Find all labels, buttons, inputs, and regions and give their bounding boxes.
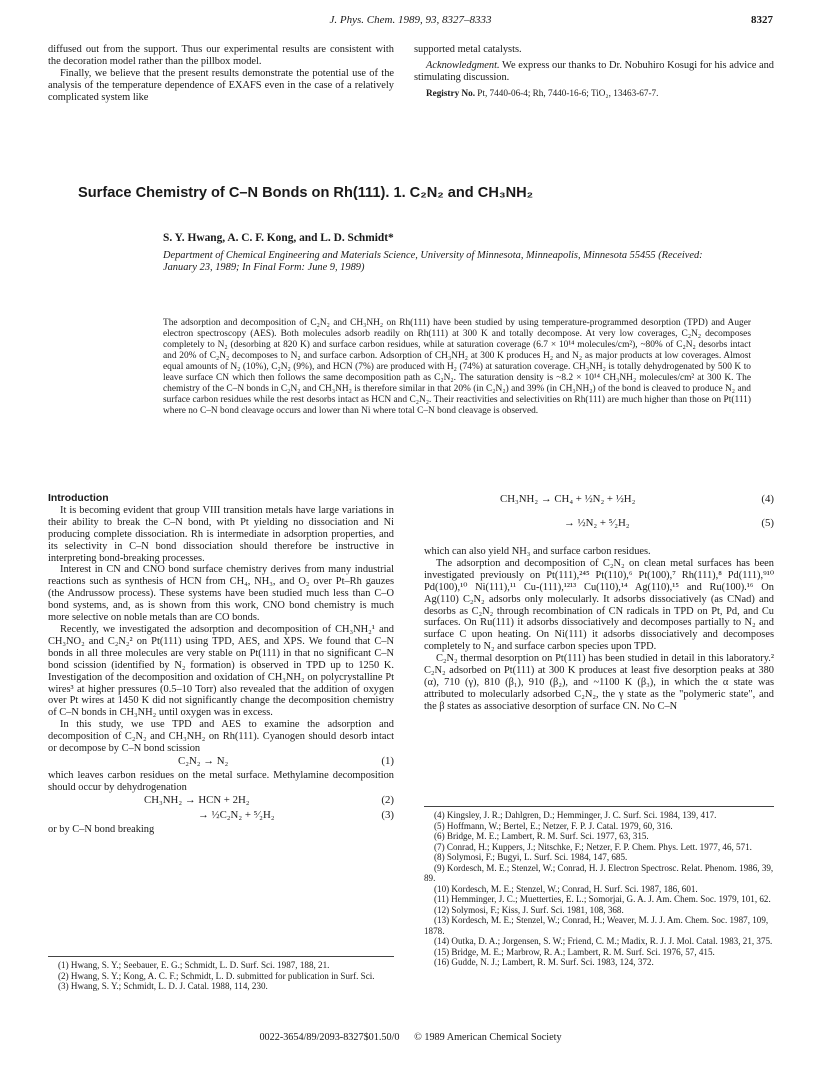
- body-paragraph: C₂N₂ thermal desorption on Pt(111) has been studied in detail in this laboratory.² C₂N₂ adsorbed on Pt(111) at 300 K produces at least five desorption peaks at 380 (α), 710 (γ), 810 (β₁), 910 (β₂), and ~1100 K (β₃), in which the α state was attributed to molecularly adsorbed C₂N₂, the γ state as the "polymeric state", and the β states as associative desorption of surface CN. No C–N: [424, 653, 774, 712]
- body-paragraph: Interest in CN and CNO bond surface chemistry derives from many industrial reactions such as synthesis of HCN from CH₄, NH₃, and O₂ over Pt–Rh gauzes (the Andrussow process). These systems have been studied much less than C–O bond systems, and, as is shown from this work, CNO bond chemistry is much more selective on noble metals than are CO bonds.: [48, 564, 394, 624]
- reference-item: (7) Conrad, H.; Kuppers, J.; Nitschke, F.; Netzer, F. P. Chem. Phys. Lett. 1977, 46, 571.: [434, 841, 752, 852]
- reference-item: (9) Kordesch, M. E.; Stenzel, W.; Conrad, H. J. Electron Spectrosc. Relat. Phenom. 1986, 39, 89.: [424, 862, 774, 883]
- equation-expr: CH₃NH₂ → HCN + 2H₂: [144, 793, 250, 806]
- equation-5: [424, 517, 774, 532]
- equation-expr: → ½N₂ + ⁵⁄₂H₂: [564, 517, 630, 529]
- reference-item: (2) Hwang, S. Y.; Kong, A. C. F.; Schmidt, L. D. submitted for publication in Surf. Sci.: [58, 970, 375, 981]
- right-references: [424, 810, 774, 968]
- body-paragraph: Recently, we investigated the adsorption and decomposition of CH₃NH₂¹ and CH₃NO₂ and C₂N₂² on Pt(111) using TPD, AES, and XPS. We found that C–N bonds in all three molecules are very stable on Pt(111) in that no significant C–N bond scission (identified by N₂ formation) is observed in TPD up to 1250 K. Investigation of the decomposition and oxidation of CH₃NH₂ on polycrystalline Pt wires³ at higher pressures (0.5–10 Torr) also revealed that the addition of oxygen over Pt wires at 1450 K did not significantly change the decomposition chemistry of C–N bonds in CH₃NH₂ until oxygen was in excess.: [48, 623, 394, 719]
- registry-numbers: [414, 88, 774, 99]
- left-column: [48, 493, 394, 836]
- section-heading: Introduction: [48, 493, 109, 504]
- reference-item: (15) Bridge, M. E.; Marbrow, R. A.; Lambert, R. M. Surf. Sci. 1976, 57, 415.: [434, 946, 715, 957]
- reference-item: (10) Kordesch, M. E.; Stenzel, W.; Conrad, H. Surf. Sci. 1987, 186, 601.: [434, 883, 698, 894]
- equation-number: (1): [381, 754, 394, 767]
- page-number: 8327: [751, 14, 773, 26]
- article-code: 0022-3654/89/2093-8327$01.50/0: [259, 1032, 400, 1043]
- prev-paragraph: diffused out from the support. Thus our experimental results are consistent with the decoration model rather than the pillbox model.: [48, 44, 394, 67]
- equation-1: [48, 755, 394, 770]
- equation-number: (3): [381, 808, 394, 821]
- copyright: © 1989 American Chemical Society: [414, 1032, 562, 1043]
- equation-3: [48, 809, 394, 824]
- reference-item: (6) Bridge, M. E.; Lambert, R. M. Surf. Sci. 1977, 63, 315.: [434, 831, 649, 841]
- body-paragraph: It is becoming evident that group VIII transition metals have large variations in their ability to break the C–N bond, with Pt yielding no dissociation and Ni producing complete dissociation. Rh is intermediate in adsorption properties, and its selectivity in C–N bond dissociation should therefore be instructive in interpreting bond-breaking processes.: [48, 504, 394, 564]
- reference-item: (14) Outka, D. A.; Jorgensen, S. W.; Friend, C. M.; Madix, R. J. J. Mol. Catal. 1983, 21, 375.: [434, 936, 773, 946]
- registry-text: Pt, 7440-06-4; Rh, 7440-16-6; TiO₂, 13463-67-7.: [475, 87, 659, 98]
- reference-item: (12) Solymosi, F.; Kiss, J. Surf. Sci. 1981, 108, 368.: [434, 904, 624, 915]
- body-paragraph: which can also yield NH₃ and surface carbon residues.: [424, 546, 651, 557]
- reference-item: (13) Kordesch, M. E.; Stenzel, W.; Conrad, H.; Weaver, M. J. J. Am. Chem. Soc. 1987, 109, 1878.: [424, 915, 769, 936]
- running-header: [0, 14, 821, 32]
- article-affiliation: Department of Chemical Engineering and Materials Science, University of Minnesota, Minneapolis, Minnesota 55455 (Received: January 23, 1989; In Final Form: June 9, 1989): [163, 250, 703, 273]
- body-paragraph: which leaves carbon residues on the metal surface. Methylamine decomposition should occur by dehydrogenation: [48, 769, 394, 793]
- prev-article-left: [48, 44, 394, 104]
- reference-item: (4) Kingsley, J. R.; Dahlgren, D.; Hemminger, J. C. Surf. Sci. 1984, 139, 417.: [434, 810, 717, 820]
- ack-text: We express our thanks to Dr. Nobuhiro Kosugi for his advice and stimulating discussion.: [414, 59, 774, 83]
- ack-label: Acknowledgment.: [426, 59, 500, 71]
- equation-number: (5): [761, 517, 774, 529]
- equation-expr: → ½C₂N₂ + ⁵⁄₂H₂: [198, 808, 275, 821]
- body-paragraph: The adsorption and decomposition of C₂N₂ on clean metal surfaces has been investigated previously on Pt(111),²⁴⁵ Pt(110),⁶ Pt(100),⁷ Rh(111),⁸ Pd(111),⁹¹⁰ Pd(100),¹⁰ Ni(111),¹¹ Cu-(111),¹²¹³ Cu(110),¹⁴ Ag(110),¹⁵ and Ru(100).¹⁶ On Ag(110) C₂N₂ adsorbs only molecularly. It adsorbs dissociatively (as CNad) and desorbs as C₂N₂ through recombination of CN radicals in TPD on Pt, Pd, and Cu surfaces. On Ru(111) it adsorbs dissociatively and decomposes partially to N₂ and surface C upon heating. On Ni(111) it adsorbs dissociatively and decomposes completely to N₂ and surface carbon species upon TPD.: [424, 557, 774, 653]
- prev-article-right: [414, 44, 774, 99]
- equation-expr: C₂N₂ → N₂: [178, 754, 229, 767]
- reference-item: (8) Solymosi, F.; Bugyi, L. Surf. Sci. 1984, 147, 685.: [434, 852, 628, 862]
- reference-item: (11) Hemminger, J. C.; Muetterties, E. L.; Somorjai, G. A. J. Am. Chem. Soc. 1979, 101, 62.: [434, 894, 771, 904]
- prev-paragraph: Finally, we believe that the present results demonstrate the potential use of the analysis of the temperature dependence of EXAFS even in the case of a relatively complicated system like: [48, 67, 394, 103]
- journal-citation: J. Phys. Chem. 1989, 93, 8327–8333: [329, 14, 492, 26]
- left-references: [48, 960, 394, 992]
- equation-expr: CH₃NH₂ → CH₄ + ½N₂ + ½H₂: [500, 493, 636, 505]
- reference-item: (1) Hwang, S. Y.; Seebauer, E. G.; Schmidt, L. D. Surf. Sci. 1987, 188, 21.: [58, 960, 330, 970]
- right-column: [424, 493, 774, 713]
- equation-number: (2): [381, 793, 394, 806]
- body-paragraph: In this study, we use TPD and AES to examine the adsorption and decomposition of C₂N₂ and CH₃NH₂ on Rh(111). Cyanogen should desorb intact or decompose by C–N bond scission: [48, 719, 394, 755]
- registry-label: Registry No.: [426, 87, 475, 98]
- article-title: Surface Chemistry of C–N Bonds on Rh(111). 1. C₂N₂ and CH₃NH₂: [78, 185, 534, 201]
- prev-paragraph: supported metal catalysts.: [414, 44, 522, 55]
- footnote-rule: [48, 956, 394, 957]
- footnote-rule: [424, 806, 774, 807]
- abstract: The adsorption and decomposition of C₂N₂ and CH₃NH₂ on Rh(111) have been studied by using temperature-programmed desorption (TPD) and Auger electron spectroscopy (AES). Both molecules adsorb readily on Rh(111) at 300 K and totally decompose. At very low coverages, C₂N₂ decomposes completely to N₂ (desorbing at 820 K) and surface carbon residues, while at saturation coverage (6.7 × 10¹⁴ molecules/cm²), ~80% of C₂N₂ desorbs intact and 20% of C₂N₂ decomposes to N₂ and surface carbon. Adsorption of CH₃NH₂ at 300 K produces H₂ and N₂ as major products at low coverages. Almost equal amounts of N₂ (10%), C₂N₂ (9%), and HCN (7%) are produced with H₂ (74%) at saturation coverage. CH₃NH₂ is totally dehydrogenated by 500 K to leave surface CN which then follows the same decomposition path as C₂N₂. The saturation density is ~8.2 × 10¹⁴ CH₃NH₂ molecules/cm² at 300 K. The chemistry of the C–N bonds in C₂N₂ and CH₃NH₂ is therefore similar in that 20% (in C₂N₂) and 39% (in CH₃NH₂) of the bond is cleaved to produce N₂ and surface carbon residues while the rest desorbs intact as HCN and C₂N₂. Their reactivities and selectivities on Rh(111) are much higher than those on Pt(111) where no C–N bond cleavage occurs and lower than Ni where total C–N bond cleavage is observed.: [163, 318, 751, 416]
- body-paragraph: or by C–N bond breaking: [48, 823, 155, 835]
- reference-item: (16) Gudde, N. J.; Lambert, R. M. Surf. Sci. 1983, 124, 372.: [434, 957, 654, 967]
- article-authors: S. Y. Hwang, A. C. F. Kong, and L. D. Schmidt*: [163, 232, 394, 244]
- reference-item: (3) Hwang, S. Y.; Schmidt, L. D. J. Catal. 1988, 114, 230.: [58, 981, 268, 991]
- page-footer: [0, 1032, 821, 1043]
- equation-number: (4): [761, 493, 774, 505]
- acknowledgment: [414, 60, 774, 84]
- equation-4: [424, 493, 774, 508]
- reference-item: (5) Hoffmann, W.; Bertel, E.; Netzer, F. P. J. Catal. 1979, 60, 316.: [434, 820, 673, 831]
- equation-2: [48, 794, 394, 809]
